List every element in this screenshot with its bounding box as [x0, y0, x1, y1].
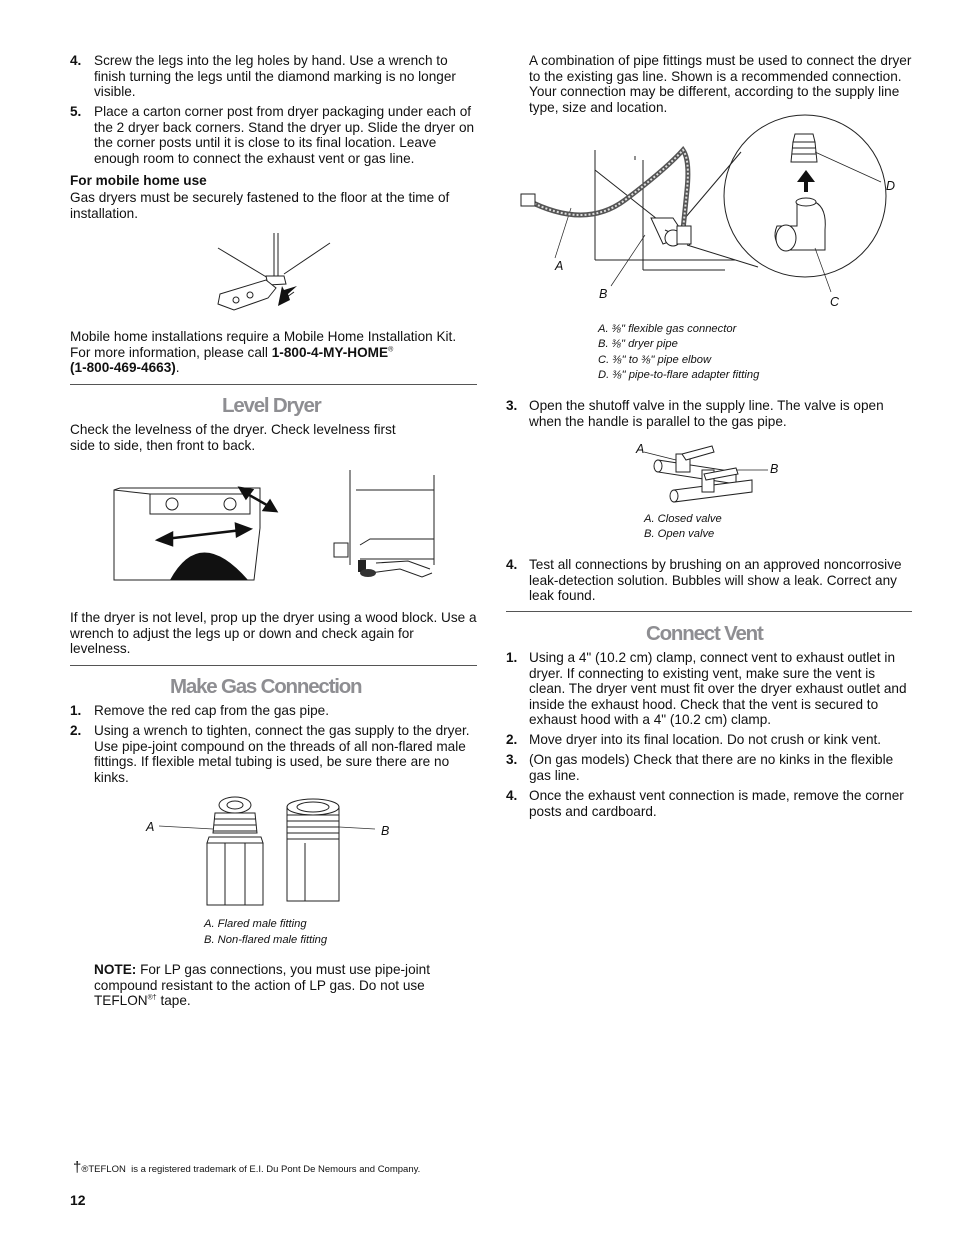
connection-label-b: B — [599, 287, 608, 301]
step-number: 3. — [506, 398, 518, 413]
connection-caption-c: C. ⅜" to ⅜" pipe elbow — [598, 354, 712, 366]
connection-label-a: A — [555, 259, 564, 273]
gas-connection-figure — [515, 130, 900, 300]
valve-figure — [640, 440, 770, 508]
fitting-caption-b: B. Non-flared male fitting — [204, 934, 328, 946]
lp-gas-note: NOTE: For LP gas connections, you must use pipe-joint compound resistant to the action of LP gas. Do not use TEFLON®† tape. — [94, 962, 430, 1009]
connection-caption-d: D. ⅜" pipe-to-flare adapter fitting — [598, 369, 760, 381]
trademark-footnote: †®TEFLON is a registered trademark of E.I. Du Pont De Nemours and Company. — [73, 1159, 421, 1176]
fitting-label-b: B — [381, 824, 390, 838]
step-number: 4. — [506, 557, 518, 572]
note-label: NOTE: — [94, 962, 137, 977]
install-step-4 — [70, 53, 478, 100]
section-divider — [70, 665, 477, 666]
valve-label-a: A — [636, 442, 645, 456]
gas-step-1 — [70, 703, 478, 719]
gas-step-4 — [506, 557, 912, 604]
mobile-home-heading: For mobile home use — [70, 173, 207, 188]
level-dryer-front-figure — [330, 465, 440, 585]
valve-caption-b: B. Open valve — [644, 528, 715, 540]
phone-word: 1-800-4-MY-HOME — [271, 344, 389, 360]
step-text: Using a 4" (10.2 cm) clamp, connect vent to exhaust outlet in dryer. If connecting to existing vent, make sure the vent is clean. The dryer vent must fit over the dryer exhaust outlet and inside the exhaust hood. Check that the vent is secured to exhaust hood with a 4" (10.2 cm) clamp. — [529, 650, 907, 728]
step-number: 1. — [70, 703, 82, 718]
level-dryer-heading: Level Dryer — [222, 394, 321, 417]
step-text: Test all connections by brushing on an approved noncorrosive leak-detection solution. Bubbles will show a leak. Correct any leak found. — [529, 557, 902, 604]
connect-vent-heading: Connect Vent — [646, 622, 763, 645]
vent-step-4 — [506, 788, 912, 819]
fitting-label-a: A — [146, 820, 155, 834]
gas-step-3 — [506, 398, 912, 429]
valve-caption-a: A. Closed valve — [644, 513, 722, 525]
step-number: 2. — [70, 723, 82, 738]
step-number: 3. — [506, 752, 518, 767]
section-divider — [70, 384, 477, 385]
mobile-home-bracket-figure — [210, 228, 340, 318]
mobile-home-text: Gas dryers must be securely fastened to the floor at the time of installation. — [70, 190, 450, 221]
install-step-5 — [70, 104, 478, 166]
vent-step-1 — [506, 650, 912, 728]
step-number: 4. — [70, 53, 82, 68]
page-number: 12 — [70, 1192, 86, 1208]
step-text: Place a carton corner post from dryer packaging under each of the 2 dryer back corners. Stand the dryer up. Slide the dryer on the corner posts until it is close to its final location. Leave enough room to connect the exhaust vent or gas line. — [94, 104, 475, 166]
step-text: Remove the red cap from the gas pipe. — [94, 703, 329, 718]
level-after-text: If the dryer is not level, prop up the dryer using a wood block. Use a wrench to adjust the legs up or down and check again for levelness. — [70, 610, 477, 657]
vent-step-2 — [506, 732, 912, 748]
step-text: (On gas models) Check that there are no kinks in the flexible gas line. — [529, 752, 894, 783]
step-number: 1. — [506, 650, 518, 665]
step-number: 5. — [70, 104, 82, 119]
fittings-intro: A combination of pipe fittings must be used to connect the dryer to the existing gas line. Shown is a recommended connection. Your connection may be different, according to the supply line type, size and location. — [529, 53, 912, 115]
step-text: Move dryer into its final location. Do not crush or kink vent. — [529, 732, 882, 747]
mobile-home-kit-text: Mobile home installations require a Mobile Home Installation Kit. For more information, please call 1-800-4-MY-HOME® (1-800-469-4663). — [70, 329, 457, 376]
valve-label-b: B — [770, 462, 779, 476]
gas-step-2 — [70, 723, 478, 785]
phone-number: (1-800-469-4663) — [70, 360, 176, 376]
step-number: 2. — [506, 732, 518, 747]
level-intro: Check the levelness of the dryer. Check levelness first side to side, then front to back. — [70, 422, 396, 453]
connection-label-d: D — [886, 179, 896, 193]
connection-caption-a: A. ⅜" flexible gas connector — [598, 323, 737, 335]
section-divider — [506, 611, 912, 612]
step-text: Once the exhaust vent connection is made, remove the corner posts and cardboard. — [529, 788, 904, 819]
connection-label-c: C — [830, 295, 840, 309]
level-dryer-top-figure — [110, 470, 290, 585]
vent-step-3 — [506, 752, 912, 783]
step-text: Using a wrench to tighten, connect the gas supply to the dryer. Use pipe-joint compound on the threads of all non-flared male fittings. If flexible metal tubing is used, be sure there are no kinks. — [94, 723, 470, 785]
make-gas-connection-heading: Make Gas Connection — [170, 675, 362, 698]
connection-caption-b: B. ⅜" dryer pipe — [598, 338, 678, 350]
fittings-figure — [145, 793, 405, 911]
step-text: Open the shutoff valve in the supply line. The valve is open when the handle is parallel to the gas pipe. — [529, 398, 884, 429]
step-number: 4. — [506, 788, 518, 803]
step-text: Screw the legs into the leg holes by hand. Use a wrench to finish turning the legs until the diamond marking is no longer visible. — [94, 53, 456, 100]
fitting-caption-a: A. Flared male fitting — [204, 918, 307, 930]
